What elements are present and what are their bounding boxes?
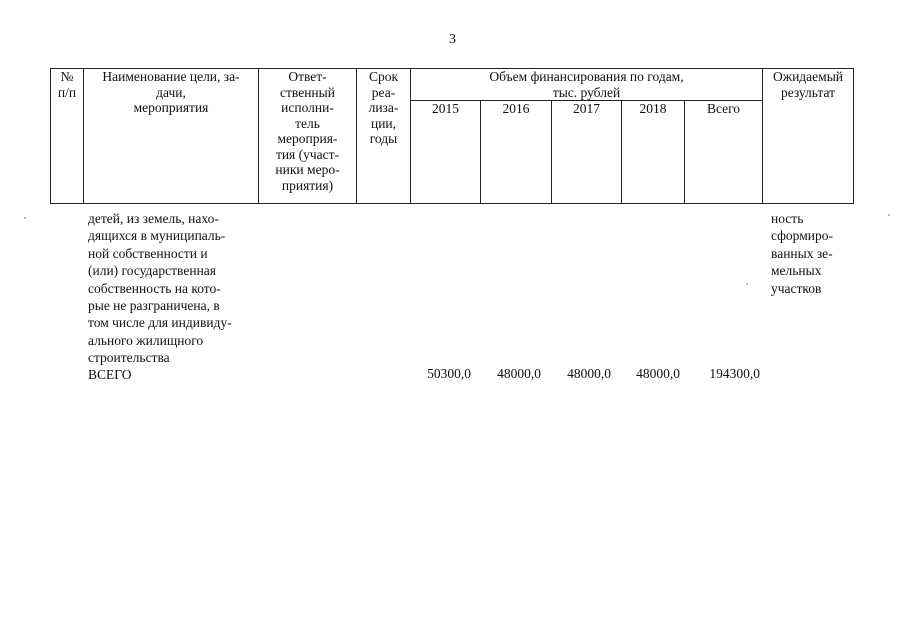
header-year-2017: 2017 [552,101,622,204]
total-2017: 48000,0 [567,366,611,381]
total-label: ВСЕГО [88,367,132,382]
total-2015: 50300,0 [427,366,471,381]
row-result-text: ность сформиро- ванных зе- мельных участков [771,211,833,296]
page-number: 3 [449,32,456,47]
header-total: Всего [685,101,763,204]
total-all: 194300,0 [709,366,760,381]
header-year-2016: 2016 [481,101,552,204]
header-funding: Объем финансирования по годам, тыс. рублей [411,69,763,101]
header-year-2018: 2018 [622,101,685,204]
header-number: № п/п [51,69,84,204]
total-2016: 48000,0 [497,366,541,381]
header-result: Ожидаемый результат [763,69,854,204]
header-year-2015: 2015 [411,101,481,204]
header-term: Срок реа- лиза- ции, годы [357,69,411,204]
scan-speck [888,214,890,216]
header-name: Наименование цели, за- дачи, мероприятия [84,69,259,204]
row-goal-text: детей, из земель, нахо- дящихся в муниципаль- ной собственности и (или) государственная собственность на кото- рые не разграничена, в том числе для индивиду- ального жилищного строительства [88,211,232,366]
total-2018: 48000,0 [636,366,680,381]
scan-speck [746,283,748,285]
header-responsible: Ответ- ственный исполни- тель мероприя- тия (участ- ники меро- приятия) [259,69,357,204]
scan-speck [24,217,26,219]
funding-table-header [50,68,854,204]
